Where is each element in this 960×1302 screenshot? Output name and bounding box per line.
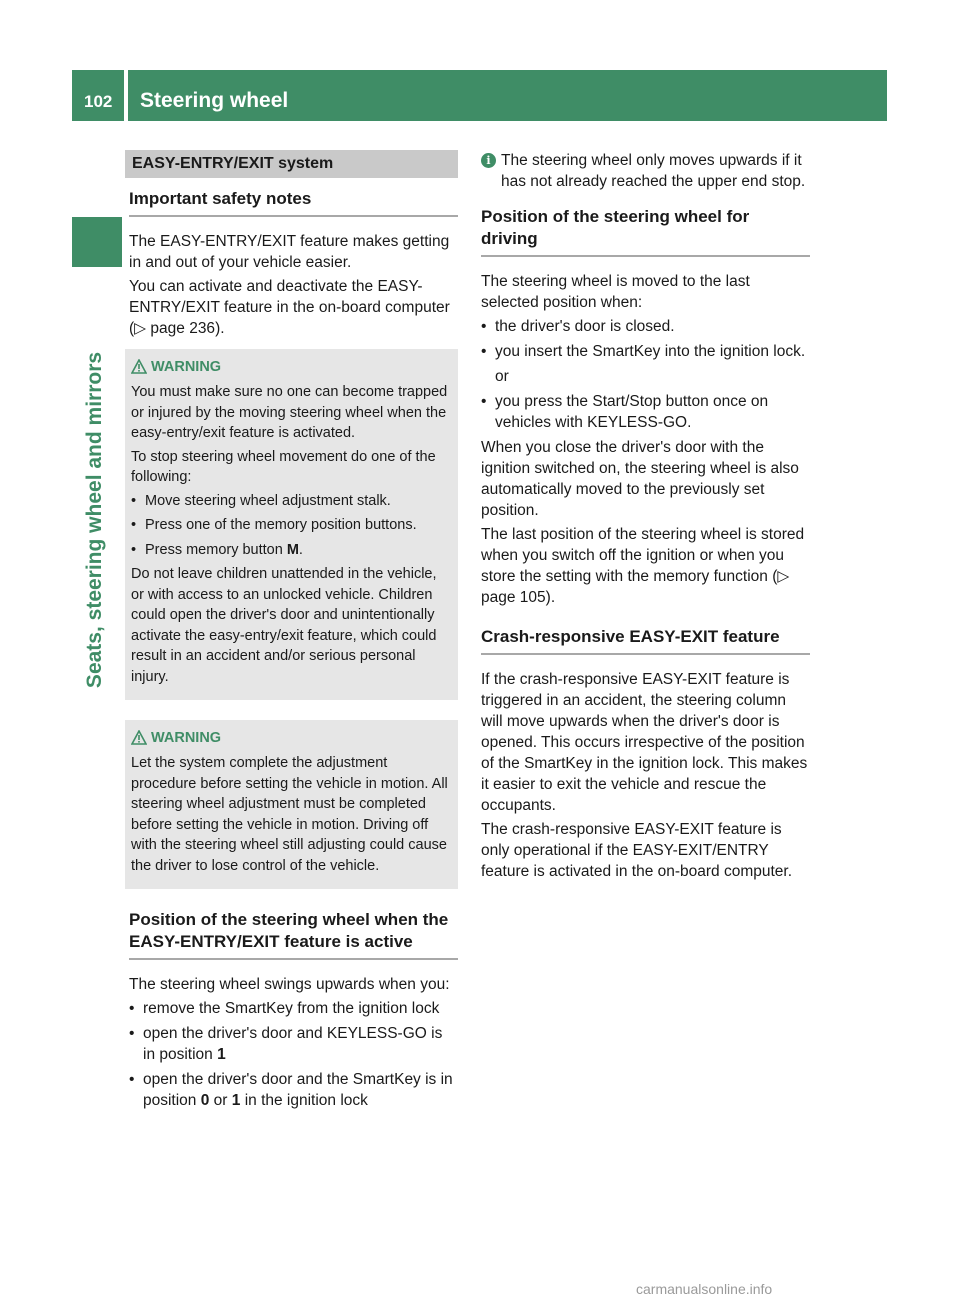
driving-heading: Position of the steering wheel for driving (481, 206, 810, 257)
info-note: i The steering wheel only moves upwards if it has not already reached the upper end stop. (481, 150, 810, 192)
list-item: • Move steering wheel adjustment stalk. (131, 491, 452, 512)
right-column (477, 150, 810, 885)
crash-heading: Crash-responsive EASY-EXIT feature (481, 626, 810, 655)
list-item: • Press one of the memory position buttons. (131, 515, 452, 536)
page-reference-link[interactable]: page 236 (150, 320, 216, 337)
paragraph: The last position of the steering wheel is stored when you switch off the ignition or when you store the setting with the memory function (▷ page 105). (481, 526, 805, 606)
warning-text: Let the system complete the adjustment procedure before setting the vehicle in motion. All steering wheel adjustment must be completed before setting the vehicle in motion. Driving off with the steering wheel still adjusting could cause the driver to lose control of the vehicle. (131, 755, 448, 874)
page-number: 102 (84, 92, 113, 111)
warning-text: Do not leave children unattended in the vehicle, or with access to an unlocked vehicle. Children could open the driver's door and unintentionally activate the easy-entry/exit feature, which could result in an accident and/or serious personal injury. (131, 566, 437, 685)
list-item: • open the driver's door and the SmartKey is in position 0 or 1 in the ignition lock (129, 1069, 458, 1111)
safety-heading: Important safety notes (129, 188, 458, 217)
warning-text: You must make sure no one can become trapped or injured by the moving steering wheel when the easy-entry/exit feature is activated. (131, 384, 448, 441)
info-icon: i (481, 153, 496, 168)
or-label: or (495, 368, 509, 385)
warning-box (125, 720, 458, 889)
list-item: • you press the Start/Stop button once on vehicles with KEYLESS-GO. (481, 391, 810, 433)
watermark-text: carmanualsonline.info (636, 1281, 773, 1297)
list-item: • you insert the SmartKey into the ignition lock. (481, 341, 810, 362)
warning-text: To stop steering wheel movement do one of the following: (131, 448, 436, 485)
list-item: • the driver's door is closed. (481, 316, 810, 337)
paragraph: The EASY-ENTRY/EXIT feature makes getting in and out of your vehicle easier. (129, 233, 450, 271)
list-item: • open the driver's door and KEYLESS-GO is in position 1 (129, 1023, 458, 1065)
warning-heading: WARNING (131, 729, 452, 747)
page-reference-link[interactable]: page 105 (481, 589, 546, 606)
left-column (125, 150, 458, 1115)
chapter-tab: Seats, steering wheel and mirrors (83, 351, 106, 689)
page-ref-arrow-icon: ▷ (777, 568, 790, 585)
paragraph: The steering wheel is moved to the last selected position when: (481, 273, 750, 311)
warning-box (125, 349, 458, 700)
chapter-marker (72, 217, 122, 267)
warning-heading: WARNING (131, 358, 452, 376)
paragraph: If the crash-responsive EASY-EXIT feature is triggered in an accident, the steering column will move upwards when the driver's door is opened. This occurs irrespective of the position of the SmartKey in the ignition lock. This makes it easier to exit the vehicle and rescue the occupants. (481, 671, 808, 814)
list-item: • Press memory button M. (131, 540, 452, 561)
list-item: • remove the SmartKey from the ignition lock (129, 998, 458, 1019)
position-heading: Position of the steering wheel when the EASY-ENTRY/EXIT feature is active (129, 909, 458, 960)
header-divider (124, 70, 128, 121)
page-title: Steering wheel (140, 89, 289, 112)
warning-triangle-icon (131, 730, 147, 745)
paragraph: You can activate and deactivate the EASY-ENTRY/EXIT feature in the on-board computer (▷ page 236). (129, 278, 450, 337)
paragraph: The crash-responsive EASY-EXIT feature is only operational if the EASY-EXIT/ENTRY feature is activated in the on-board computer. (481, 821, 793, 880)
paragraph: The steering wheel swings upwards when you: (129, 976, 450, 993)
section-title: EASY-ENTRY/EXIT system (125, 150, 458, 178)
page-ref-arrow-icon: ▷ (134, 320, 151, 337)
warning-triangle-icon (131, 359, 147, 374)
paragraph: When you close the driver's door with the ignition switched on, the steering wheel is also automatically moved to the previously set position. (481, 439, 799, 519)
